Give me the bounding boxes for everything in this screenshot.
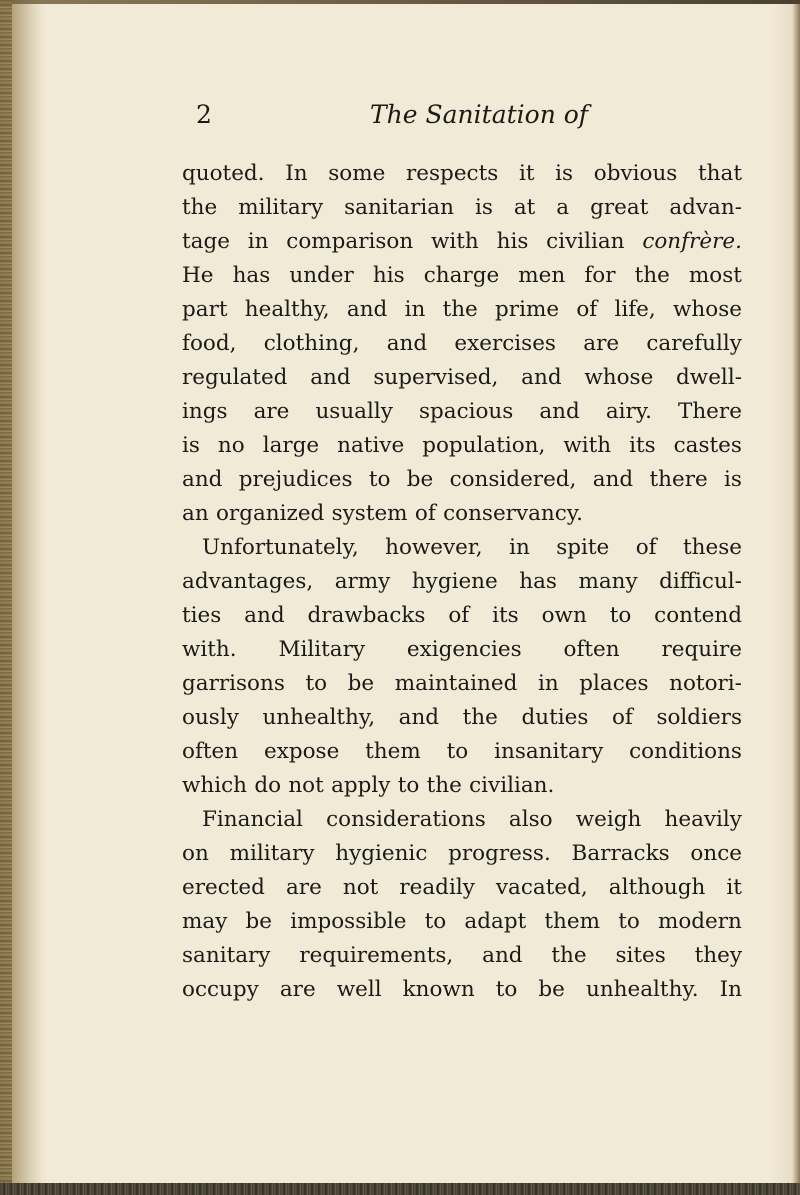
text-line: ties and drawbacks of its own to contend xyxy=(182,603,742,628)
page-header xyxy=(196,100,616,140)
text-line: He has under his charge men for the most xyxy=(182,263,742,288)
text-line: the military sanitarian is at a great advan- xyxy=(182,195,742,220)
text-line: garrisons to be maintained in places notori- xyxy=(182,671,742,696)
text-line: on military hygienic progress. Barracks once xyxy=(182,841,742,866)
page-top-edge xyxy=(0,0,800,4)
book-binding-edge xyxy=(0,0,12,1195)
text-line: advantages, army hygiene has many difficul- xyxy=(182,569,742,594)
body-text xyxy=(182,157,742,1007)
text-line: Unfortunately, however, in spite of these xyxy=(202,535,742,560)
text-line: Financial considerations also weigh heavily xyxy=(202,807,742,832)
gutter-shadow xyxy=(12,0,42,1195)
running-title: The Sanitation of xyxy=(370,100,589,129)
text-line: sanitary requirements, and the sites they xyxy=(182,943,742,968)
text-line: may be impossible to adapt them to modern xyxy=(182,909,742,934)
page-number: 2 xyxy=(196,100,212,129)
text-line: which do not apply to the civilian. xyxy=(182,773,555,798)
text-line: and prejudices to be considered, and there is xyxy=(182,467,742,492)
text-line: with. Military exigencies often require xyxy=(182,637,742,662)
text-line: food, clothing, and exercises are carefully xyxy=(182,331,742,356)
text-line: ously unhealthy, and the duties of soldiers xyxy=(182,705,742,730)
text-line: is no large native population, with its castes xyxy=(182,433,742,458)
italic-word: confrère. xyxy=(642,229,742,254)
text-line: ings are usually spacious and airy. There xyxy=(182,399,742,424)
text-line: an organized system of conservancy. xyxy=(182,501,583,526)
text-line: regulated and supervised, and whose dwell- xyxy=(182,365,742,390)
text-line: tage in comparison with his civilian confrère. xyxy=(182,225,742,259)
text-line: erected are not readily vacated, although it xyxy=(182,875,742,900)
page-bottom-edge xyxy=(0,1183,800,1195)
text-line: often expose them to insanitary conditions xyxy=(182,739,742,764)
text-line: quoted. In some respects it is obvious that xyxy=(182,161,742,186)
text-line: occupy are well known to be unhealthy. In xyxy=(182,977,742,1002)
text-line: part healthy, and in the prime of life, whose xyxy=(182,297,742,322)
